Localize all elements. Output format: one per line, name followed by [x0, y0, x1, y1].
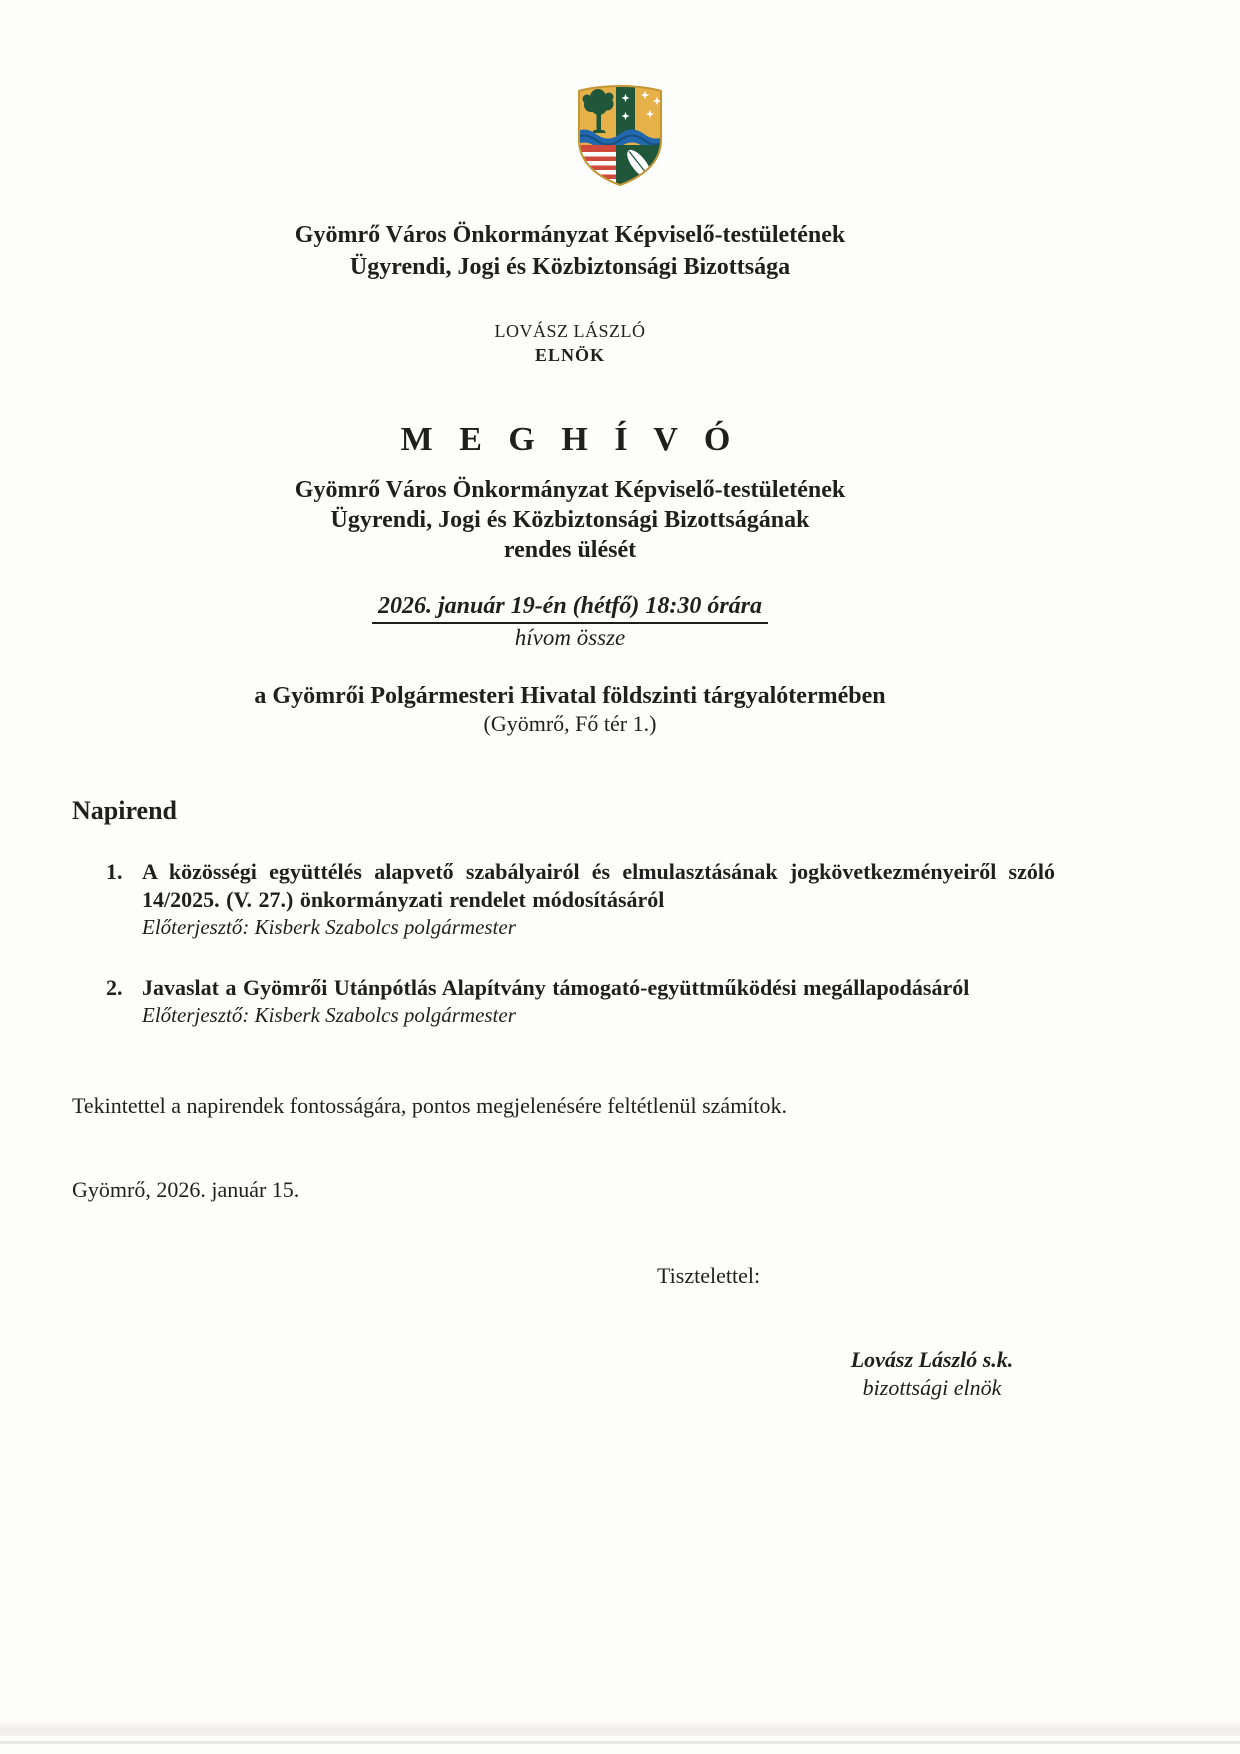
chairman-title: ELNÖK [534, 345, 605, 365]
meeting-location: a Gyömrői Polgármesteri Hivatal földszinti tárgyalótermében [254, 683, 886, 709]
invite-line3: rendes ülését [503, 537, 637, 563]
invite-block [70, 475, 1070, 565]
agenda-item-2 [72, 974, 1055, 1028]
green-band [616, 84, 635, 136]
salutation: Tisztelettel: [657, 1263, 761, 1288]
closing-note: Tekintettel a napirendek fontosságára, pontos megjelenésére feltétlenül számítok. [72, 1093, 788, 1118]
agenda-item-1 [72, 858, 1055, 940]
agenda-item-presenter: Előterjesztő: Kisberk Szabolcs polgármester [142, 1003, 516, 1027]
document-title: M E G H Í V Ó [400, 421, 740, 458]
signature-block [782, 1346, 1082, 1402]
signature-title: bizottsági elnök [862, 1375, 1002, 1400]
agenda-item-title: Javaslat a Gyömrői Utánpótlás Alapítvány támogató-együttműködési megállapodásáról [142, 975, 970, 1000]
agenda-item-title: A közösségi együttélés alapvető szabályairól és elmulasztásának jogkövetkezményeiről szóló 14/2025. (V. 27.) önkormányzati rendelet módosításáról [142, 859, 1055, 912]
agenda-heading: Napirend [72, 796, 177, 825]
meeting-datetime: 2026. január 19-én (hétfő) 18:30 órára [372, 591, 768, 624]
invite-line1: Gyömrő Város Önkormányzat Képviselő-testületének [294, 477, 846, 503]
invite-line2: Ügyrendi, Jogi és Közbiztonsági Bizottságának [330, 507, 810, 533]
signature-name: Lovász László s.k. [850, 1347, 1014, 1372]
meeting-address: (Gyömrő, Fő tér 1.) [483, 711, 657, 736]
convene-text: hívom össze [514, 625, 626, 650]
place-date-line: Gyömrő, 2026. január 15. [72, 1177, 300, 1202]
agenda-item-number: 1. [106, 859, 123, 884]
agenda-item-presenter: Előterjesztő: Kisberk Szabolcs polgármester [142, 915, 516, 939]
agenda-item-number: 2. [106, 975, 123, 1000]
org-line2: Ügyrendi, Jogi és Közbiztonsági Bizottsága [349, 254, 791, 280]
scan-artifact-line [0, 1741, 1240, 1744]
chairman-name: LOVÁSZ LÁSZLÓ [494, 321, 646, 341]
org-line1: Gyömrő Város Önkormányzat Képviselő-testületének [294, 222, 846, 248]
org-header [70, 219, 1070, 283]
scan-artifact-band [0, 1722, 1240, 1736]
chairman-block [70, 319, 1070, 367]
meeting-datetime-line [70, 591, 1070, 624]
crest-row [0, 0, 1240, 193]
gyomro-coat-of-arms-icon [572, 84, 668, 188]
